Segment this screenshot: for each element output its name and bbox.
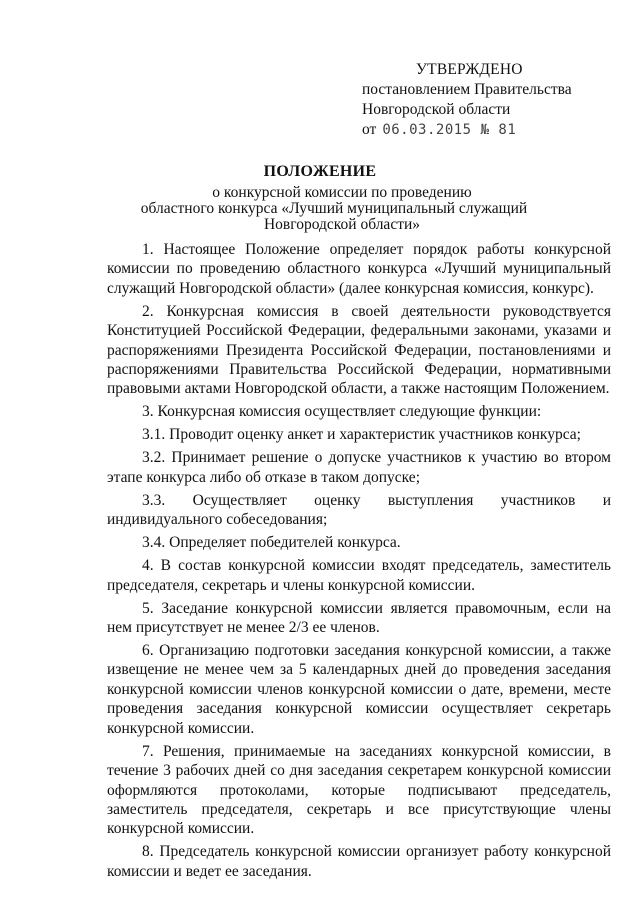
approved-heading: УТВЕРЖДЕНО [416,61,523,78]
paragraph-3: 3. Конкурсная комиссия осуществляет следующие функции: [142,403,542,421]
from-label: от [362,121,377,138]
document-title: ПОЛОЖЕНИЕ [263,163,377,180]
approval-line-region: Новгородской области [362,101,511,118]
paragraph-3-1: 3.1. Проводит оценку анкет и характеристик участников конкурса; [142,426,581,444]
document-body [107,240,611,885]
subtitle-line-1: о конкурсной комиссии по проведению [212,184,472,201]
subtitle-line-2: областного конкурса «Лучший муниципальный служащий [140,200,528,217]
approval-line-resolution: постановлением Правительства [362,81,572,98]
paragraph-3-2: 3.2. Принимает решение о допуске участников к участию во втором этапе конкурса либо об отказе в таком допуске; [107,449,611,486]
paragraph-5: 5. Заседание конкурсной комиссии является правомочным, если на нем присутствует не менее 2/3 ее членов. [107,599,611,637]
paragraph-6: 6. Организацию подготовки заседания конкурсной комиссии, а также извещение не менее чем за 5 календарных дней до проведения заседания конкурсной комиссии членов конкурсной комиссии о дате, времени, месте проведения заседания конкурсной комиссии осуществляет секретарь конкурсной комиссии. [107,642,611,737]
paragraph-1: 1. Настоящее Положение определяет порядок работы конкурсной комиссии по проведению областного конкурса «Лучший муниципальный служащий Новгородской области» (далее конкурсная комиссия, конкурс). [107,241,611,297]
approval-date-line [362,120,516,140]
date-number-stamp: 06.03.2015 № 81 [382,122,517,138]
paragraph-3-3: 3.3. Осуществляет оценку выступления участников и индивидуального собеседования; [107,491,611,529]
subtitle-line-3: Новгородской области» [263,216,421,233]
paragraph-8: 8. Председатель конкурсной комиссии организует работу конкурсной комиссии и ведет ее заседания. [107,843,611,880]
paragraph-4: 4. В состав конкурсной комиссии входят председатель, заместитель председателя, секретарь и члены конкурсной комиссии. [107,557,611,594]
paragraph-7: 7. Решения, принимаемые на заседаниях конкурсной комиссии, в течение 3 рабочих дней со дня заседания секретарем конкурсной комиссии оформляются протоколами, которые подписывают председатель, заместитель председателя, секретарь и все присутствующие члены конкурсной комиссии. [107,742,611,838]
paragraph-2: 2. Конкурсная комиссия в своей деятельности руководствуется Конституцией Российской Федерации, федеральными законами, указами и распоряжениями Президента Российской Федерации, постановлениями и распоряжениями Правительства Российской Федерации, нормативными правовыми актами Новгородской области, а также настоящим Положением. [107,302,611,398]
paragraph-3-4: 3.4. Определяет победителей конкурса. [142,534,401,552]
